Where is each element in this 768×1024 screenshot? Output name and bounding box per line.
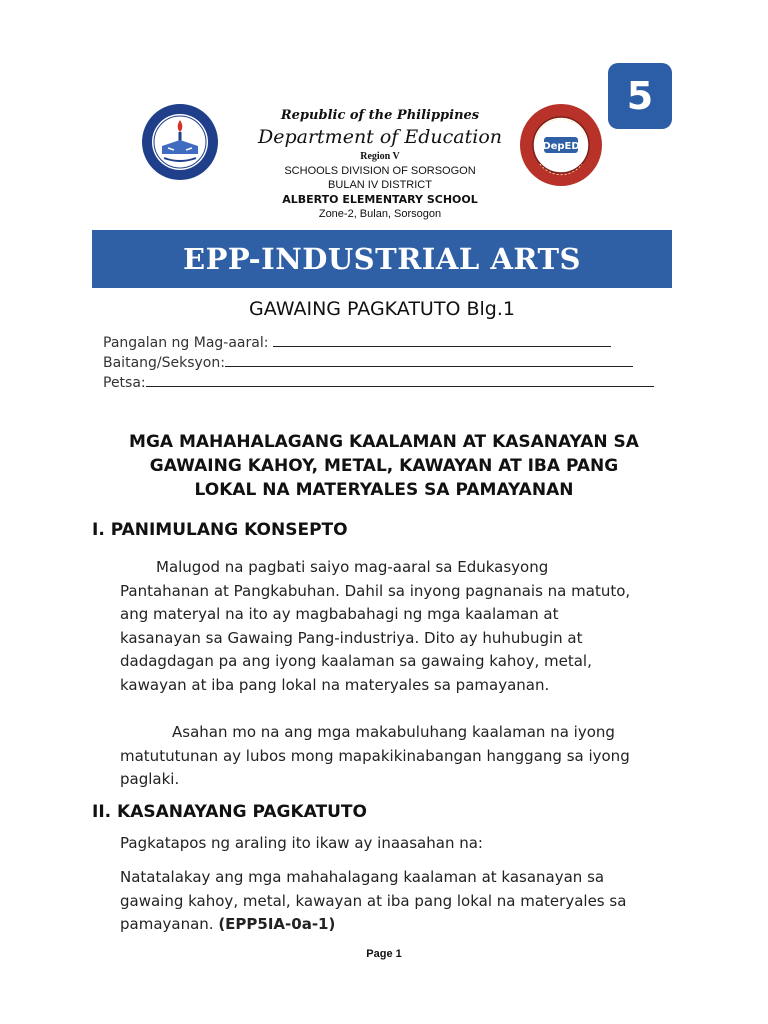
division-line: SCHOOLS DIVISION OF SORSOGON — [284, 165, 476, 177]
district-line: BULAN IV DISTRICT — [328, 179, 432, 191]
grade-section-field[interactable] — [103, 352, 633, 373]
division-seal-logo — [140, 102, 220, 182]
date-line[interactable] — [146, 372, 654, 387]
student-name-line[interactable] — [273, 332, 611, 347]
student-name-field[interactable] — [103, 332, 611, 353]
competency-code: (EPP5IA-0a-1) — [218, 915, 336, 933]
department-heading: Department of Education — [258, 126, 502, 148]
lesson-heading-line-2: GAWAING KAHOY, METAL, KAWAYAN AT IBA PANG — [149, 456, 619, 476]
lesson-heading-line-3: LOKAL NA MATERYALES SA PAMAYANAN — [194, 480, 574, 500]
section-2-heading: II. KASANAYANG PAGKATUTO — [92, 802, 367, 822]
section-1-heading: I. PANIMULANG KONSEPTO — [92, 520, 348, 540]
school-header — [220, 108, 540, 221]
school-name: ALBERTO ELEMENTARY SCHOOL — [282, 193, 478, 206]
date-label: Petsa: — [103, 375, 146, 391]
deped-logo-text: DepED — [542, 141, 580, 152]
region-line: Region V — [360, 151, 400, 162]
grade-badge: 5 — [608, 63, 672, 129]
school-address: Zone-2, Bulan, Sorsogon — [318, 208, 442, 220]
section-2-intro: Pagkatapos ng araling ito ikaw ay inaasahan na: — [120, 834, 483, 852]
page-number: Page 1 — [366, 948, 402, 960]
section-2-objective — [120, 866, 640, 937]
date-field[interactable] — [103, 372, 654, 393]
student-name-label: Pangalan ng Mag-aaral: — [103, 335, 273, 351]
lesson-heading-line-1: MGA MAHAHALAGANG KAALAMAN AT KASANAYAN SA — [129, 432, 639, 452]
section-1-paragraph-2: Asahan mo na ang mga makabuluhang kaalaman na iyong matututunan ay lubos mong mapakikinabangan hanggang sa iyong paglaki. — [120, 723, 630, 788]
lesson-heading — [60, 430, 708, 502]
grade-section-line[interactable] — [225, 352, 633, 367]
grade-section-label: Baitang/Seksyon: — [103, 355, 225, 371]
objective-text: Natatalakay ang mga mahahalagang kaalaman at kasanayan sa gawaing kahoy, metal, kawayan at iba pang lokal na materyales sa pamayanan. — [120, 868, 627, 933]
republic-heading: Republic of the Philippines — [280, 108, 480, 123]
section-1-paragraph-1: Malugod na pagbati saiyo mag-aaral sa Edukasyong Pantahanan at Pangkabuhan. Dahil sa inyong pagnanais na matuto, ang materyal na ito ay magbabahagi ng mga kaalaman at kasanayan sa Gawaing Pang-industriya. Dito ay huhubugin at dadagdagan pa ang iyong kaalaman sa gawaing kahoy, metal, kawayan at iba pang lokal na materyales sa pamayanan. — [120, 558, 631, 694]
subject-title-bar: EPP-INDUSTRIAL ARTS — [92, 230, 672, 288]
school-seal-logo — [518, 102, 604, 188]
activity-title: GAWAING PAGKATUTO Blg.1 — [249, 298, 515, 320]
